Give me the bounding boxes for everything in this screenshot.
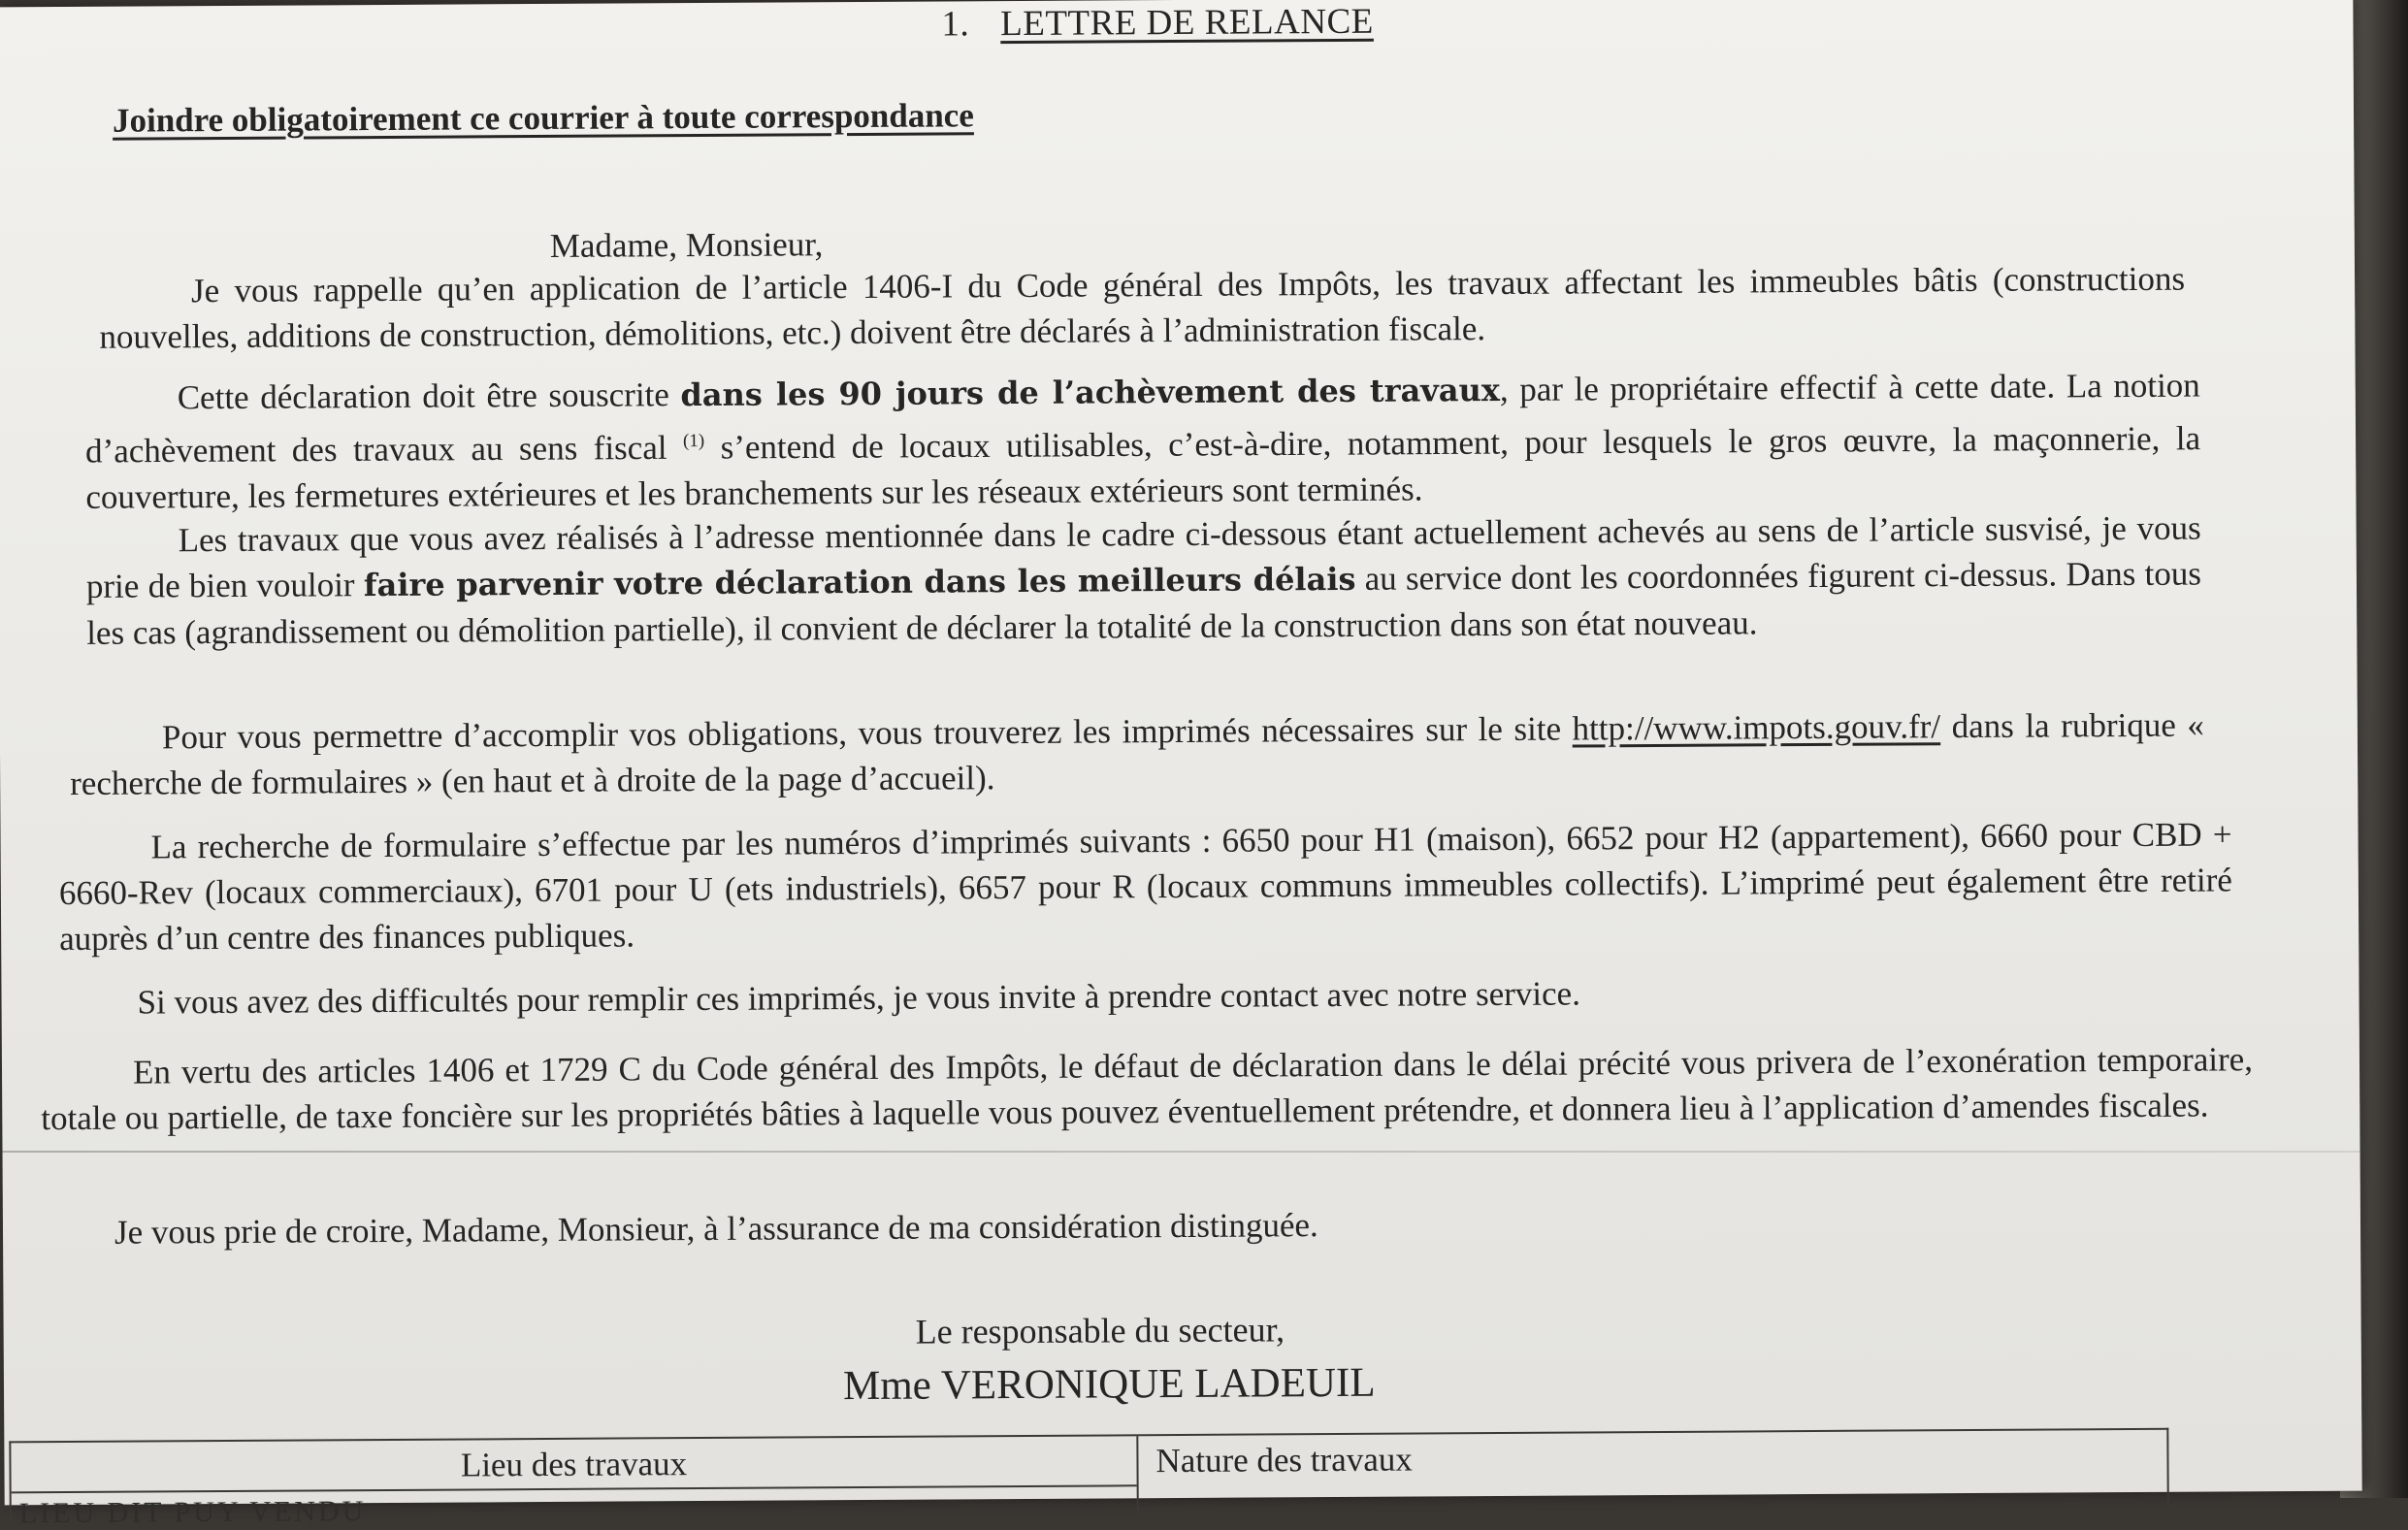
paragraph-website (70, 702, 2205, 806)
signature-name: Mme VERONIQUE LADEUIL (842, 1359, 1376, 1410)
heading-title: LETTRE DE RELANCE (1000, 1, 1374, 45)
paper-fold-line (3, 1151, 2360, 1153)
paragraph-article-reminder: Je vous rappelle qu’en application de l’article 1406-I du Code général des Impôts, les travaux affectant les immeubles bâtis (constructions nouvelles, additions de construction, démolitions, etc.) doivent être déclarés à l’administration fiscale. (99, 259, 2186, 356)
heading-number: 1. (941, 4, 970, 45)
paragraph-penalties: En vertu des articles 1406 et 1729 C du Code général des Impôts, le défaut de déclaration dans le délai précité vous privera de l’exonération temporaire, totale ou partielle, de taxe foncière sur les propriétés bâties à laquelle vous pouvez éventuellement prétendre, et donnera lieu à l’application d’amendes fiscales. (41, 1040, 2254, 1138)
paragraph-request (86, 505, 2202, 656)
paragraph-contact: Si vous avez des difficultés pour remplir ces imprimés, je vous invite à prendre contact avec notre service. (137, 974, 1581, 1022)
text-segment: au service dont les coordonnées figurent ci-dessus. Dans tous les cas (agrandissement ou démolition partielle), il convient de déclarer la totalité de la construction dans son état nouveau. (86, 554, 2202, 652)
footnote-marker: (1) (682, 430, 705, 452)
text-segment: Pour vous permettre d’accomplir vos obligations, vous trouverez les imprimés nécessaires sur le site (161, 709, 1573, 757)
table-header-nature: Nature des travaux (1155, 1440, 1413, 1481)
table-header-location: Lieu des travaux (11, 1436, 1138, 1520)
mandatory-notice: Joindre obligatoirement ce courrier à toute correspondance (112, 96, 974, 140)
bold-request: faire parvenir votre déclaration dans les meilleurs délais (363, 560, 1356, 604)
works-table (9, 1428, 2168, 1530)
paragraph-declaration-deadline (85, 363, 2201, 520)
table-cell-cut-off: LIEU DIT PUY VENDU (18, 1495, 367, 1530)
impots-website-link[interactable]: http://www.impots.gouv.fr/ (1572, 707, 1941, 748)
salutation: Madame, Monsieur, (549, 225, 824, 265)
text-segment: dans la rubrique « recherche de formulaires » (en haut et à droite de la page d’accueil). (70, 705, 2204, 802)
bold-deadline: dans les 90 jours de l’achèvement des travaux (680, 371, 1501, 414)
text-segment: Les travaux que vous avez réalisés à l’adresse mentionnée dans le cadre ci-dessous étant actuellement achevés au sens de l’article susvisé, je vous prie de bien vouloir (85, 508, 2201, 605)
text-segment: , par le propriétaire effectif à cette date. La notion d’achèvement des travaux au sens fiscal (84, 366, 2200, 471)
paragraph-form-numbers: La recherche de formulaire s’effectue par les numéros d’imprimés suivants : 6650 pour H1 (maison), 6652 pour H2 (appartement), 6660 pour CBD + 6660-Rev (locaux commerciaux), 6701 pour U (ets industriels), 6657 pour R (locaux communs immeubles collectifs). L’imprimé peut également être retiré auprès d’un centre des finances publiques. (58, 815, 2232, 959)
letter-heading (941, 1, 1374, 46)
text-segment: s’entend de locaux utilisables, c’est-à-dire, notamment, pour lesquels le gros œuvre, la maçonnerie, la couverture, les fermetures extérieures et les branchements sur les réseaux extérieurs sont terminés. (85, 419, 2201, 516)
signature-role: Le responsable du secteur, (915, 1310, 1285, 1351)
text-segment: Cette déclaration doit être souscrite (177, 375, 681, 417)
paragraph-closing: Je vous prie de croire, Madame, Monsieur, à l’assurance de ma considération distinguée. (114, 1206, 1318, 1252)
